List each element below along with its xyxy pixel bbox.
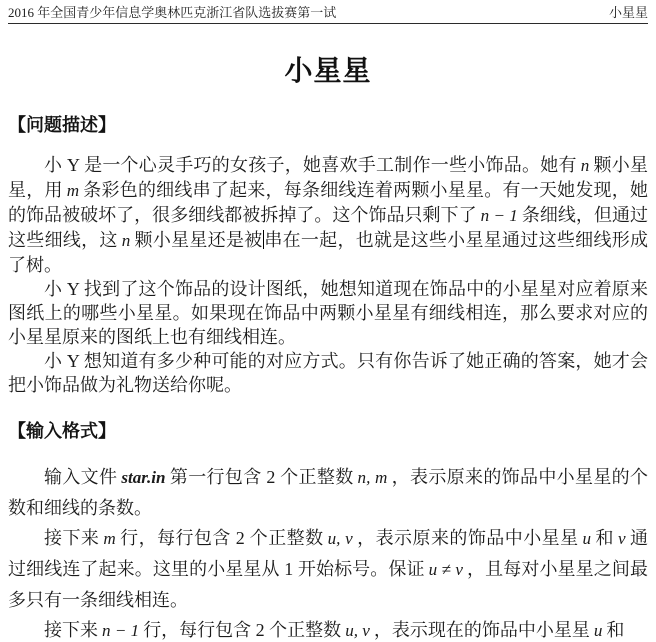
- math-variable: n − 1: [102, 621, 140, 640]
- text-run: 小 Y 是一个心灵手巧的女孩子，她喜欢手工制作一些小饰品。她有: [44, 155, 577, 175]
- text-run: 条细线，但通过这些细线，这: [8, 205, 649, 250]
- problem-title: 小星星: [284, 55, 372, 86]
- filename-text: star.in: [121, 468, 166, 487]
- text-run: ，表示原来的饰品中小星星的个数和细线的条数。: [8, 467, 649, 518]
- text-run: 条彩色的细线串了起来，每条细线连着两颗小星星。有一天她发现，她的饰品被破坏了，很多细线都被拆掉了。这个饰品只剩下了: [8, 180, 649, 225]
- text-run: 通过细线连了起来。这里的小星星从 1 开始标号。保证: [8, 528, 649, 579]
- text-run: 串在一起，也就是这些小星星通过这些细线形成了树。: [8, 230, 649, 275]
- math-variable: u: [582, 529, 592, 548]
- math-variable: n − 1: [480, 206, 518, 225]
- text-run: 和: [595, 528, 614, 548]
- section-input-format: [8, 420, 648, 642]
- text-run: 行，每行包含 2 个正整数: [143, 620, 342, 640]
- math-variable: n: [580, 156, 590, 175]
- header-problem-name: 小星星: [608, 5, 648, 20]
- input-format-body: [8, 462, 648, 642]
- paragraph: [8, 277, 648, 349]
- text-run: ，表示现在的饰品中小星星: [373, 620, 590, 640]
- text-run: 颗小星星，用: [8, 155, 649, 200]
- text-run: 接下来: [44, 620, 98, 640]
- math-variable: u, v: [327, 529, 353, 548]
- text-run: 颗小星星还是被: [134, 230, 263, 250]
- text-run: ，表示原来的饰品中小星星: [356, 528, 579, 548]
- math-variable: n: [121, 231, 131, 250]
- text-run: 小 Y 想知道有多少种可能的对应方式。只有你告诉了她正确的答案，她才会把小饰品做为礼物送给你呢。: [8, 351, 648, 395]
- math-variable: u ≠ v: [428, 560, 463, 579]
- header-contest-name: 2016 年全国青少年信息学奥林匹克浙江省队选拔赛第一试: [8, 5, 337, 20]
- section-heading-input-format: 【输入格式】: [8, 421, 116, 441]
- text-run: 输入文件: [44, 467, 118, 487]
- paragraph: [8, 523, 648, 615]
- text-run: ，且每对小星星之间最多只有一条细线相连。: [8, 559, 648, 610]
- text-run: 和: [606, 620, 625, 640]
- text-run: 行，每行包含 2 个正整数: [119, 528, 324, 548]
- text-run: 小 Y 找到了这个饰品的设计图纸，她想知道现在饰品中的小星星对应着原来图纸上的哪些小星星。如果现在饰品中两颗小星星有细线相连，那么要求对应的小星星原来的图纸上也有细线相连。: [8, 279, 648, 347]
- math-variable: m: [103, 529, 116, 548]
- math-variable: v: [618, 529, 626, 548]
- math-variable: n, m: [357, 468, 388, 487]
- section-problem-description: [8, 114, 648, 397]
- problem-description-body: [8, 153, 648, 397]
- math-variable: u, v: [345, 621, 370, 640]
- paragraph: [8, 153, 648, 277]
- text-run: 第一行包含 2 个正整数: [169, 467, 354, 487]
- section-heading-problem-description: 【问题描述】: [8, 115, 116, 135]
- text-run: 接下来: [44, 528, 100, 548]
- paragraph: [8, 462, 648, 523]
- page-header: [8, 0, 648, 24]
- math-variable: u: [593, 621, 603, 640]
- math-variable: m: [66, 181, 80, 200]
- paragraph: [8, 615, 648, 642]
- paragraph: [8, 349, 648, 397]
